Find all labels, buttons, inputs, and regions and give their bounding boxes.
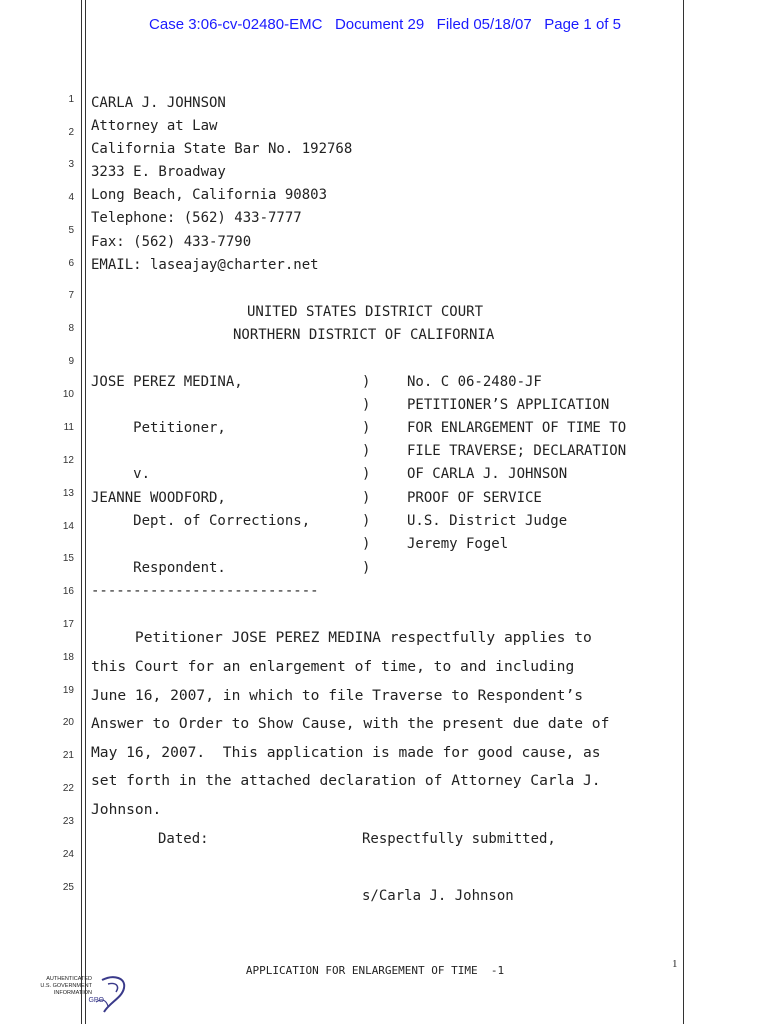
- caption-left-line: JOSE PEREZ MEDINA,: [91, 374, 243, 390]
- attorney-title: Attorney at Law: [91, 118, 218, 134]
- caption-right-line: PETITIONER’S APPLICATION: [407, 397, 610, 413]
- line-number: 16: [62, 586, 74, 597]
- line-number: 23: [62, 816, 74, 827]
- line-number: 9: [68, 356, 74, 367]
- attorney-name: CARLA J. JOHNSON: [91, 95, 226, 111]
- line-number: 6: [68, 258, 74, 269]
- caption-paren: ): [362, 490, 371, 506]
- line-number: 7: [68, 290, 74, 301]
- line-number: 25: [62, 882, 74, 893]
- line-number: 13: [62, 488, 74, 499]
- seal-line: AUTHENTICATED: [46, 976, 92, 982]
- case-header: Case 3:06-cv-02480-EMC Document 29 Filed 05/18/07 Page 1 of 5: [149, 16, 621, 33]
- caption-left-line: Dept. of Corrections,: [91, 513, 311, 529]
- caption-right-line: FILE TRAVERSE; DECLARATION: [407, 443, 627, 459]
- body-line: Petitioner JOSE PEREZ MEDINA respectfully applies to: [91, 629, 592, 646]
- caption-dash-rule: ---------------------------: [91, 583, 319, 599]
- line-number: 12: [62, 455, 74, 466]
- line-number: 3: [68, 159, 74, 170]
- attorney-email: EMAIL: laseajay@charter.net: [91, 257, 319, 273]
- body-line: Answer to Order to Show Cause, with the present due date of: [91, 715, 610, 732]
- line-number: 4: [68, 192, 74, 203]
- caption-paren: ): [362, 374, 371, 390]
- caption-right-line: OF CARLA J. JOHNSON: [407, 466, 568, 482]
- caption-paren: ): [362, 397, 371, 413]
- line-number: 5: [68, 225, 74, 236]
- line-number: 17: [62, 619, 74, 630]
- dated-label: Dated:: [158, 831, 209, 847]
- seal-line: U.S. GOVERNMENT: [40, 983, 92, 989]
- caption-paren: ): [362, 466, 371, 482]
- caption-left-line: Respondent.: [91, 560, 226, 576]
- attorney-bar-number: California State Bar No. 192768: [91, 141, 353, 157]
- electronic-signature: s/Carla J. Johnson: [362, 888, 514, 904]
- right-margin-rule: [683, 0, 684, 1024]
- body-line: May 16, 2007. This application is made for good cause, as: [91, 744, 601, 761]
- left-margin-rule-inner: [85, 0, 86, 1024]
- caption-right-line: No. C 06-2480-JF: [407, 374, 542, 390]
- page-number-mark: 1: [672, 958, 678, 970]
- line-number: 20: [62, 717, 74, 728]
- caption-left-line: v.: [91, 466, 151, 482]
- line-number: 22: [62, 783, 74, 794]
- footer-title: APPLICATION FOR ENLARGEMENT OF TIME -1: [245, 964, 505, 977]
- line-number: 24: [62, 849, 74, 860]
- line-number: 2: [68, 127, 74, 138]
- body-line: set forth in the attached declaration of Attorney Carla J.: [91, 772, 601, 789]
- court-district: NORTHERN DISTRICT OF CALIFORNIA: [233, 327, 495, 343]
- line-number: 1: [68, 94, 74, 105]
- attorney-street: 3233 E. Broadway: [91, 164, 226, 180]
- line-number: 21: [62, 750, 74, 761]
- attorney-phone: Telephone: (562) 433-7777: [91, 210, 302, 226]
- caption-paren: ): [362, 536, 371, 552]
- line-number: 11: [63, 422, 74, 433]
- court-name: UNITED STATES DISTRICT COURT: [247, 304, 484, 320]
- caption-right-line: Jeremy Fogel: [407, 536, 509, 552]
- line-number: 15: [62, 553, 74, 564]
- line-number: 10: [62, 389, 74, 400]
- caption-paren: ): [362, 560, 371, 576]
- caption-left-line: JEANNE WOODFORD,: [91, 490, 226, 506]
- left-margin-rule-outer: [81, 0, 82, 1024]
- respectfully-submitted: Respectfully submitted,: [362, 831, 556, 847]
- caption-right-line: FOR ENLARGEMENT OF TIME TO: [407, 420, 627, 436]
- line-number: 14: [62, 521, 74, 532]
- body-line: Johnson.: [91, 801, 162, 818]
- body-line: this Court for an enlargement of time, to and including: [91, 658, 575, 675]
- seal-gpo-mark: GPO: [88, 997, 104, 1004]
- caption-right-line: U.S. District Judge: [407, 513, 568, 529]
- line-number: 18: [62, 652, 74, 663]
- line-number: 19: [62, 685, 74, 696]
- caption-paren: ): [362, 420, 371, 436]
- gpo-authentication-seal: [40, 972, 132, 1018]
- caption-right-line: PROOF OF SERVICE: [407, 490, 542, 506]
- attorney-fax: Fax: (562) 433-7790: [91, 234, 252, 250]
- seal-line: INFORMATION: [53, 990, 92, 996]
- body-line: June 16, 2007, in which to file Traverse to Respondent’s: [91, 687, 584, 704]
- attorney-city: Long Beach, California 90803: [91, 187, 328, 203]
- caption-paren: ): [362, 443, 371, 459]
- line-number: 8: [68, 323, 74, 334]
- caption-left-line: Petitioner,: [91, 420, 226, 436]
- caption-paren: ): [362, 513, 371, 529]
